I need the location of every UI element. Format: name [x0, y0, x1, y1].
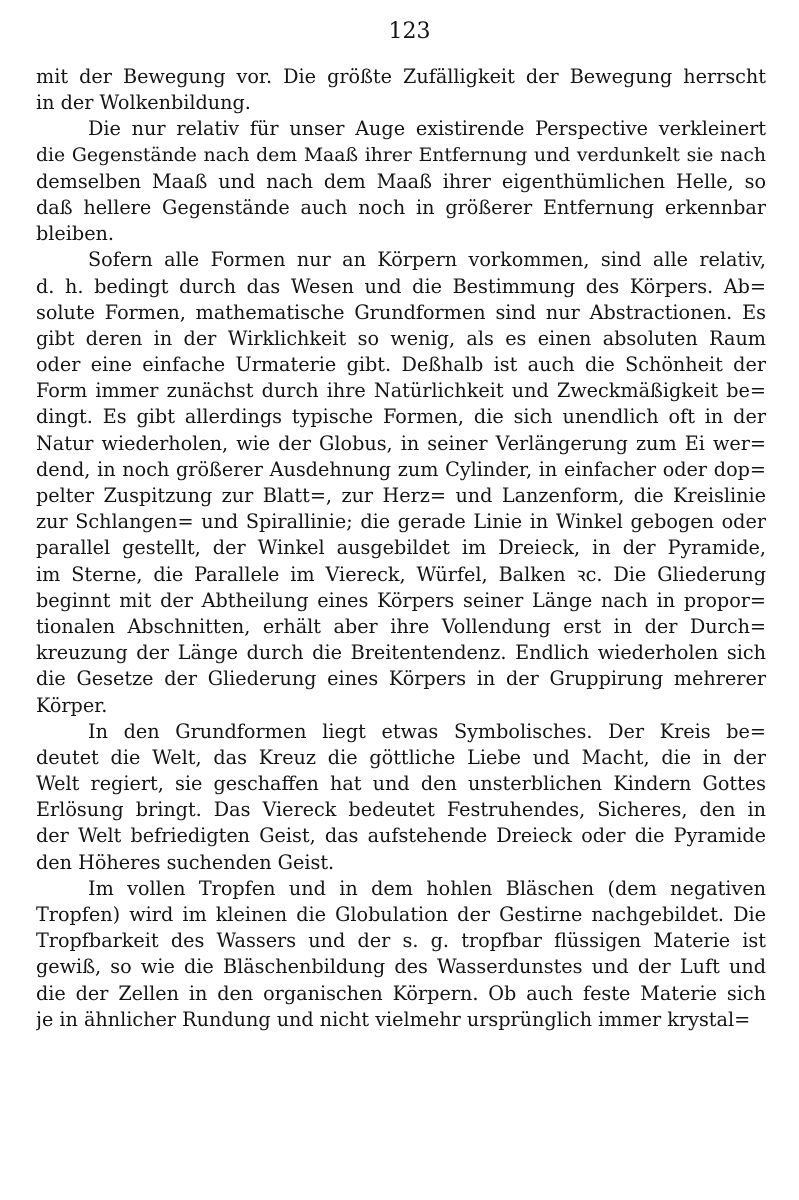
text-line: gibt deren in der Wirklichkeit so wenig, als es einen absoluten Raum	[36, 326, 766, 350]
text-line: dend, in noch größerer Ausdehnung zum Cylinder, in einfacher oder dop=	[36, 457, 766, 481]
paragraph	[36, 116, 766, 247]
text-line: kreuzung der Länge durch die Breitentendenz. Endlich wiederholen sich	[36, 641, 766, 665]
text-line: deutet die Welt, das Kreuz die göttliche Liebe und Macht, die in der	[36, 745, 766, 769]
text-line: die Gesetze der Gliederung eines Körpers in der Gruppirung mehrerer	[36, 667, 766, 691]
text-line: Sofern alle Formen nur an Körpern vorkommen, sind alle relativ,	[88, 248, 766, 272]
text-line: beginnt mit der Abtheilung eines Körpers seiner Länge nach in propor=	[36, 588, 766, 612]
text-line: oder eine einfache Urmaterie gibt. Deßhalb ist auch die Schönheit der	[36, 353, 766, 377]
text-line: parallel gestellt, der Winkel ausgebildet im Dreieck, in der Pyramide,	[36, 536, 766, 560]
text-line: Welt regiert, sie geschaffen hat und den unsterblichen Kindern Gottes	[36, 772, 766, 796]
text-line: je in ähnlicher Rundung und nicht vielmehr ursprünglich immer krystal=	[36, 1007, 751, 1031]
text-line: in der Wolkenbildung.	[36, 91, 251, 115]
text-line: tionalen Abschnitten, erhält aber ihre Vollendung erst in der Durch=	[36, 614, 766, 638]
paragraph	[36, 247, 766, 718]
text-line: die der Zellen in den organischen Körpern. Ob auch feste Materie sich	[36, 981, 766, 1005]
text-line: den Höheres suchenden Geist.	[36, 850, 335, 874]
text-line: solute Formen, mathematische Grundformen sind nur Abstractionen. Es	[36, 300, 766, 324]
text-line: Form immer zunächst durch ihre Natürlichkeit und Zweckmäßigkeit be=	[36, 379, 766, 403]
paragraph	[36, 719, 766, 876]
text-line: bleiben.	[36, 222, 115, 246]
text-line: Erlösung bringt. Das Viereck bedeutet Festruhendes, Sicheres, den in	[36, 798, 766, 822]
body-text	[36, 64, 766, 1033]
text-line: der Welt befriedigten Geist, das aufstehende Dreieck oder die Pyramide	[36, 824, 766, 848]
text-line: Tropfbarkeit des Wassers und der s. g. tropfbar flüssigen Materie ist	[36, 929, 766, 953]
text-line: Die nur relativ für unser Auge existirende Perspective verkleinert	[88, 117, 766, 141]
text-line: Natur wiederholen, wie der Globus, in seiner Verlängerung zum Ei wer=	[36, 431, 766, 455]
text-line: im Sterne, die Parallele im Viereck, Würfel, Balken ꝛc. Die Gliederung	[36, 562, 766, 586]
text-line: Im vollen Tropfen und in dem hohlen Bläschen (dem negativen	[88, 876, 766, 900]
text-line: d. h. bedingt durch das Wesen und die Bestimmung des Körpers. Ab=	[36, 274, 766, 298]
text-line: Tropfen) wird im kleinen die Globulation der Gestirne nachgebildet. Die	[36, 903, 766, 926]
text-line: gewiß, so wie die Bläschenbildung des Wasserdunstes und der Luft und	[36, 955, 766, 979]
text-line: zur Schlangen= und Spirallinie; die gerade Linie in Winkel gebogen oder	[36, 510, 766, 534]
text-line: Körper.	[36, 693, 108, 717]
text-line: daß hellere Gegenstände auch noch in größerer Entfernung erkennbar	[36, 195, 766, 219]
text-line: demselben Maaß und nach dem Maaß ihrer eigenthümlichen Helle, so	[36, 169, 766, 193]
text-line: In den Grundformen liegt etwas Symbolisches. Der Kreis be=	[88, 719, 766, 743]
text-line: mit der Bewegung vor. Die größte Zufälligkeit der Bewegung herrscht	[36, 65, 766, 88]
paragraph	[36, 876, 766, 1033]
paragraph	[36, 64, 766, 116]
text-line: die Gegenstände nach dem Maaß ihrer Entfernung und verdunkelt sie nach	[36, 144, 766, 166]
page-number: 123	[388, 19, 431, 44]
text-line: dingt. Es gibt allerdings typische Formen, die sich unendlich oft in der	[36, 405, 766, 429]
text-line: pelter Zuspitzung zur Blatt=, zur Herz= und Lanzenform, die Kreislinie	[36, 484, 766, 507]
